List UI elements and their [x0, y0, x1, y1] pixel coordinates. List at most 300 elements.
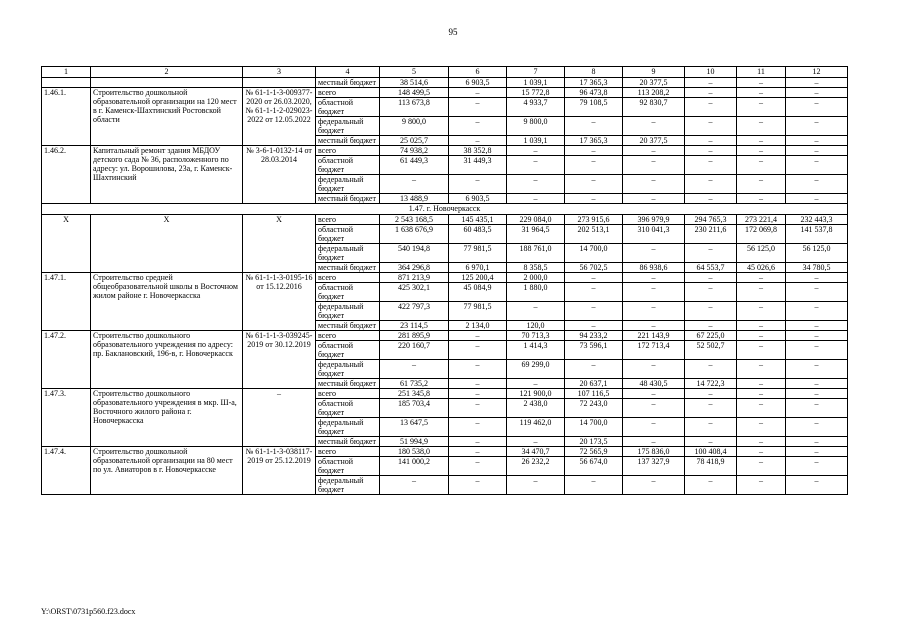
page-number: 95 — [448, 27, 458, 37]
value-cell: 1 039,1 — [507, 136, 565, 146]
value-cell: 13 488,9 — [380, 194, 449, 204]
value-cell: – — [786, 273, 848, 283]
value-cell: 74 938,2 — [380, 146, 449, 156]
value-cell: – — [737, 457, 786, 476]
value-cell: – — [623, 360, 685, 379]
value-cell: – — [623, 302, 685, 321]
value-cell: 871 213,9 — [380, 273, 449, 283]
value-cell: – — [786, 98, 848, 117]
value-cell: 113 208,2 — [623, 88, 685, 98]
value-cell: – — [685, 399, 737, 418]
value-cell: – — [449, 457, 507, 476]
value-cell: 51 994,9 — [380, 437, 449, 447]
value-cell: 229 084,0 — [507, 215, 565, 225]
budget-type-cell: федеральный бюджет — [316, 117, 380, 136]
value-cell: 72 243,0 — [565, 399, 623, 418]
value-cell: – — [623, 194, 685, 204]
value-cell: 125 200,4 — [449, 273, 507, 283]
value-cell: – — [737, 321, 786, 331]
value-cell: – — [449, 331, 507, 341]
value-cell: – — [565, 156, 623, 175]
item-name: Строительство дошкольной образовательной организации на 120 мест в г. Каменск-Шахтинский Ростовской области — [91, 88, 243, 146]
value-cell: 20 377,5 — [623, 136, 685, 146]
value-cell: 119 462,0 — [507, 418, 565, 437]
value-cell: – — [565, 360, 623, 379]
value-cell: – — [449, 379, 507, 389]
value-cell: 56 125,0 — [737, 244, 786, 263]
value-cell: – — [737, 379, 786, 389]
value-cell: 13 647,5 — [380, 418, 449, 437]
header-cell: 3 — [243, 67, 316, 78]
value-cell: – — [737, 146, 786, 156]
value-cell: 148 499,5 — [380, 88, 449, 98]
value-cell: 45 026,6 — [737, 263, 786, 273]
value-cell: 172 713,4 — [623, 341, 685, 360]
value-cell: – — [786, 321, 848, 331]
value-cell: – — [507, 437, 565, 447]
value-cell: – — [737, 117, 786, 136]
value-cell: 1 414,3 — [507, 341, 565, 360]
value-cell: 6 903,5 — [449, 78, 507, 88]
value-cell: – — [507, 302, 565, 321]
value-cell: 2 134,0 — [449, 321, 507, 331]
value-cell: – — [623, 389, 685, 399]
value-cell: 38 514,6 — [380, 78, 449, 88]
item-number: 1.47.2. — [42, 331, 91, 389]
budget-type-cell: всего — [316, 215, 380, 225]
value-cell: 294 765,3 — [685, 215, 737, 225]
table-row — [42, 447, 848, 457]
header-cell: 11 — [737, 67, 786, 78]
value-cell: 96 473,8 — [565, 88, 623, 98]
value-cell: – — [786, 283, 848, 302]
value-cell: – — [685, 78, 737, 88]
value-cell: 15 772,8 — [507, 88, 565, 98]
value-cell: – — [507, 379, 565, 389]
value-cell: 64 553,7 — [685, 263, 737, 273]
item-name: Капитальный ремонт здания МБДОУ детского сада № 36, расположенного по адресу: ул. Ворошилова, 23а, г. Каменск-Шахтинский — [91, 146, 243, 204]
value-cell: – — [685, 156, 737, 175]
value-cell: 1 039,1 — [507, 78, 565, 88]
value-cell: – — [685, 283, 737, 302]
item-document: – — [243, 389, 316, 447]
value-cell: 38 352,8 — [449, 146, 507, 156]
item-number: 1.47.1. — [42, 273, 91, 331]
value-cell: 31 449,3 — [449, 156, 507, 175]
value-cell: 141 000,2 — [380, 457, 449, 476]
value-cell: – — [737, 283, 786, 302]
value-cell: 232 443,3 — [786, 215, 848, 225]
item-number: 1.46.2. — [42, 146, 91, 204]
item-document: № 61-1-1-3-0195-16 от 15.12.2016 — [243, 273, 316, 331]
value-cell: 145 435,1 — [449, 215, 507, 225]
value-cell: – — [449, 175, 507, 194]
value-cell: – — [786, 78, 848, 88]
value-cell: 230 211,6 — [685, 225, 737, 244]
value-cell: 113 673,8 — [380, 98, 449, 117]
budget-type-cell: местный бюджет — [316, 379, 380, 389]
value-cell: – — [507, 476, 565, 495]
item-name: Строительство дошкольной образовательной организации на 80 мест по ул. Авиаторов в г. Новочеркасске — [91, 447, 243, 495]
value-cell: 172 069,8 — [737, 225, 786, 244]
value-cell: – — [737, 88, 786, 98]
value-cell: 185 703,4 — [380, 399, 449, 418]
budget-type-cell: всего — [316, 146, 380, 156]
value-cell: 425 302,1 — [380, 283, 449, 302]
value-cell: – — [786, 437, 848, 447]
value-cell: – — [786, 88, 848, 98]
value-cell: 52 502,7 — [685, 341, 737, 360]
budget-type-cell: всего — [316, 273, 380, 283]
value-cell: 72 565,9 — [565, 447, 623, 457]
item-name: Строительство дошкольного образовательного учреждения в мкр. Ш-а, Восточного жилого района г. Новочеркасска — [91, 389, 243, 447]
value-cell: 31 964,5 — [507, 225, 565, 244]
value-cell: – — [786, 360, 848, 379]
value-cell: – — [685, 302, 737, 321]
table-row — [42, 331, 848, 341]
value-cell: – — [685, 437, 737, 447]
value-cell: 26 232,2 — [507, 457, 565, 476]
value-cell: 9 800,0 — [507, 117, 565, 136]
value-cell: – — [565, 283, 623, 302]
value-cell: 120,0 — [507, 321, 565, 331]
value-cell: – — [449, 117, 507, 136]
value-cell: – — [565, 476, 623, 495]
value-cell: – — [737, 78, 786, 88]
value-cell: 34 780,5 — [786, 263, 848, 273]
value-cell: – — [685, 321, 737, 331]
value-cell: – — [685, 418, 737, 437]
table-row — [42, 78, 848, 88]
item-document: № 3-6-1-0132-14 от 28.03.2014 — [243, 146, 316, 204]
value-cell: 14 700,0 — [565, 244, 623, 263]
value-cell: 2 000,0 — [507, 273, 565, 283]
budget-type-cell: всего — [316, 331, 380, 341]
header-cell: 6 — [449, 67, 507, 78]
value-cell: 251 345,8 — [380, 389, 449, 399]
header-row — [42, 67, 848, 78]
value-cell: – — [380, 476, 449, 495]
value-cell: 61 449,3 — [380, 156, 449, 175]
table-row — [42, 215, 848, 225]
table-row — [42, 273, 848, 283]
header-cell: 4 — [316, 67, 380, 78]
value-cell: 77 981,5 — [449, 244, 507, 263]
value-cell: 107 116,5 — [565, 389, 623, 399]
value-cell: – — [737, 437, 786, 447]
value-cell: 2 438,0 — [507, 399, 565, 418]
value-cell: – — [786, 194, 848, 204]
value-cell: – — [449, 389, 507, 399]
value-cell: – — [737, 175, 786, 194]
value-cell: 61 735,2 — [380, 379, 449, 389]
value-cell: – — [623, 283, 685, 302]
value-cell: 17 365,3 — [565, 136, 623, 146]
value-cell: – — [737, 136, 786, 146]
value-cell: – — [737, 273, 786, 283]
budget-type-cell: местный бюджет — [316, 263, 380, 273]
value-cell: 221 143,9 — [623, 331, 685, 341]
value-cell: 188 761,0 — [507, 244, 565, 263]
value-cell: 14 722,3 — [685, 379, 737, 389]
value-cell: – — [623, 321, 685, 331]
value-cell: – — [565, 273, 623, 283]
value-cell: – — [685, 146, 737, 156]
value-cell: – — [449, 98, 507, 117]
value-cell: – — [786, 136, 848, 146]
value-cell: – — [449, 136, 507, 146]
budget-type-cell: областной бюджет — [316, 457, 380, 476]
value-cell: – — [623, 437, 685, 447]
item-name: Строительство средней общеобразовательной школы в Восточном жилом районе г. Новочеркасска — [91, 273, 243, 331]
value-cell: – — [685, 88, 737, 98]
budget-type-cell: областной бюджет — [316, 156, 380, 175]
value-cell: 422 797,3 — [380, 302, 449, 321]
value-cell: – — [449, 341, 507, 360]
budget-type-cell: местный бюджет — [316, 78, 380, 88]
value-cell: 69 299,0 — [507, 360, 565, 379]
value-cell: – — [737, 418, 786, 437]
value-cell: 60 483,5 — [449, 225, 507, 244]
value-cell: 77 981,5 — [449, 302, 507, 321]
table-row — [42, 146, 848, 156]
value-cell: – — [565, 321, 623, 331]
budget-type-cell: всего — [316, 389, 380, 399]
value-cell: 73 596,1 — [565, 341, 623, 360]
value-cell: – — [623, 244, 685, 263]
budget-table — [41, 66, 848, 495]
section-row — [42, 204, 848, 215]
value-cell: 56 125,0 — [786, 244, 848, 263]
value-cell: 175 836,0 — [623, 447, 685, 457]
value-cell: – — [786, 379, 848, 389]
value-cell: – — [786, 341, 848, 360]
item-number: 1.47.3. — [42, 389, 91, 447]
value-cell: 20 173,5 — [565, 437, 623, 447]
empty-cell — [42, 78, 91, 88]
value-cell: 14 700,0 — [565, 418, 623, 437]
value-cell: 6 970,1 — [449, 263, 507, 273]
value-cell: – — [786, 418, 848, 437]
value-cell: – — [685, 117, 737, 136]
budget-type-cell: местный бюджет — [316, 321, 380, 331]
value-cell: – — [685, 244, 737, 263]
budget-type-cell: местный бюджет — [316, 194, 380, 204]
item-name: Строительство дошкольного образовательного учреждения по адресу: пр. Баклановский, 196-в, г. Новочеркасск — [91, 331, 243, 389]
value-cell: – — [565, 302, 623, 321]
budget-type-cell: областной бюджет — [316, 399, 380, 418]
value-cell: 1 638 676,9 — [380, 225, 449, 244]
value-cell: 92 830,7 — [623, 98, 685, 117]
value-cell: 94 233,2 — [565, 331, 623, 341]
value-cell: 273 915,6 — [565, 215, 623, 225]
budget-type-cell: федеральный бюджет — [316, 476, 380, 495]
item-document: № 61-1-1-3-009377-2020 от 26.03.2020, № 61-1-1-2-029023-2022 от 12.05.2022 — [243, 88, 316, 146]
empty-cell — [91, 78, 243, 88]
value-cell: – — [786, 399, 848, 418]
value-cell: – — [449, 447, 507, 457]
value-cell: – — [449, 476, 507, 495]
value-cell: 396 979,9 — [623, 215, 685, 225]
value-cell: 20 377,5 — [623, 78, 685, 88]
value-cell: – — [786, 389, 848, 399]
value-cell: – — [737, 302, 786, 321]
value-cell: – — [737, 331, 786, 341]
table-row — [42, 88, 848, 98]
value-cell: 17 365,3 — [565, 78, 623, 88]
budget-type-cell: областной бюджет — [316, 225, 380, 244]
budget-type-cell: федеральный бюджет — [316, 302, 380, 321]
value-cell: – — [685, 476, 737, 495]
value-cell: 70 713,3 — [507, 331, 565, 341]
item-number: Х — [42, 215, 91, 273]
value-cell: – — [507, 156, 565, 175]
item-document: № 61-1-1-3-039245-2019 от 30.12.2019 — [243, 331, 316, 389]
header-cell: 1 — [42, 67, 91, 78]
budget-type-cell: всего — [316, 447, 380, 457]
value-cell: – — [449, 418, 507, 437]
value-cell: – — [449, 88, 507, 98]
budget-type-cell: областной бюджет — [316, 283, 380, 302]
header-cell: 12 — [786, 67, 848, 78]
value-cell: 281 895,9 — [380, 331, 449, 341]
value-cell: – — [507, 175, 565, 194]
value-cell: – — [786, 447, 848, 457]
value-cell: – — [786, 476, 848, 495]
value-cell: 180 538,0 — [380, 447, 449, 457]
value-cell: 9 800,0 — [380, 117, 449, 136]
value-cell: – — [685, 389, 737, 399]
value-cell: 121 900,0 — [507, 389, 565, 399]
value-cell: – — [737, 360, 786, 379]
value-cell: 67 225,0 — [685, 331, 737, 341]
footer-path: Y:\ORST\0731p560.f23.docx — [41, 607, 136, 616]
section-title: 1.47. г. Новочеркасск — [42, 204, 848, 215]
value-cell: – — [737, 194, 786, 204]
header-cell: 8 — [565, 67, 623, 78]
budget-type-cell: федеральный бюджет — [316, 360, 380, 379]
item-name: Х — [91, 215, 243, 273]
value-cell: – — [737, 389, 786, 399]
value-cell: – — [737, 447, 786, 457]
value-cell: – — [786, 302, 848, 321]
header-cell: 5 — [380, 67, 449, 78]
value-cell: – — [786, 175, 848, 194]
value-cell: – — [623, 175, 685, 194]
value-cell: 2 543 168,5 — [380, 215, 449, 225]
value-cell: – — [786, 331, 848, 341]
value-cell: – — [623, 399, 685, 418]
header-cell: 7 — [507, 67, 565, 78]
value-cell: – — [623, 273, 685, 283]
budget-type-cell: всего — [316, 88, 380, 98]
value-cell: 364 296,8 — [380, 263, 449, 273]
value-cell: – — [623, 476, 685, 495]
budget-type-cell: федеральный бюджет — [316, 175, 380, 194]
value-cell: – — [786, 117, 848, 136]
value-cell: 202 513,1 — [565, 225, 623, 244]
value-cell: 56 674,0 — [565, 457, 623, 476]
value-cell: 20 637,1 — [565, 379, 623, 389]
value-cell: – — [685, 175, 737, 194]
item-number: 1.46.1. — [42, 88, 91, 146]
value-cell: 137 327,9 — [623, 457, 685, 476]
value-cell: 6 903,5 — [449, 194, 507, 204]
value-cell: 4 933,7 — [507, 98, 565, 117]
value-cell: – — [449, 360, 507, 379]
value-cell: – — [565, 175, 623, 194]
header-cell: 9 — [623, 67, 685, 78]
value-cell: 1 880,0 — [507, 283, 565, 302]
value-cell: – — [685, 273, 737, 283]
value-cell: – — [449, 399, 507, 418]
value-cell: 540 194,8 — [380, 244, 449, 263]
header-cell: 10 — [685, 67, 737, 78]
budget-type-cell: федеральный бюджет — [316, 418, 380, 437]
value-cell: 141 537,8 — [786, 225, 848, 244]
value-cell: 8 358,5 — [507, 263, 565, 273]
value-cell: 48 430,5 — [623, 379, 685, 389]
value-cell: – — [685, 98, 737, 117]
value-cell: – — [737, 341, 786, 360]
value-cell: – — [623, 146, 685, 156]
value-cell: – — [685, 194, 737, 204]
value-cell: 25 025,7 — [380, 136, 449, 146]
budget-type-cell: федеральный бюджет — [316, 244, 380, 263]
value-cell: 34 470,7 — [507, 447, 565, 457]
item-document: Х — [243, 215, 316, 273]
value-cell: 56 702,5 — [565, 263, 623, 273]
value-cell: – — [380, 175, 449, 194]
value-cell: – — [565, 194, 623, 204]
value-cell: 45 084,9 — [449, 283, 507, 302]
value-cell: – — [449, 437, 507, 447]
value-cell: 78 418,9 — [685, 457, 737, 476]
value-cell: 100 408,4 — [685, 447, 737, 457]
value-cell: – — [737, 156, 786, 175]
item-document: № 61-1-1-3-038117-2019 от 25.12.2019 — [243, 447, 316, 495]
item-number: 1.47.4. — [42, 447, 91, 495]
value-cell: – — [623, 418, 685, 437]
budget-type-cell: областной бюджет — [316, 98, 380, 117]
value-cell: – — [623, 156, 685, 175]
value-cell: – — [507, 146, 565, 156]
budget-type-cell: местный бюджет — [316, 437, 380, 447]
value-cell: 23 114,5 — [380, 321, 449, 331]
value-cell: – — [380, 360, 449, 379]
budget-type-cell: местный бюджет — [316, 136, 380, 146]
budget-type-cell: областной бюджет — [316, 341, 380, 360]
value-cell: – — [565, 146, 623, 156]
value-cell: 220 160,7 — [380, 341, 449, 360]
header-cell: 2 — [91, 67, 243, 78]
value-cell: – — [685, 136, 737, 146]
value-cell: – — [565, 117, 623, 136]
value-cell: – — [737, 399, 786, 418]
value-cell: 310 041,3 — [623, 225, 685, 244]
table-row — [42, 389, 848, 399]
value-cell: – — [786, 156, 848, 175]
value-cell: – — [786, 146, 848, 156]
empty-cell — [243, 78, 316, 88]
value-cell: – — [623, 117, 685, 136]
value-cell: – — [737, 98, 786, 117]
value-cell: 79 108,5 — [565, 98, 623, 117]
value-cell: – — [507, 194, 565, 204]
value-cell: – — [685, 360, 737, 379]
value-cell: – — [737, 476, 786, 495]
value-cell: – — [786, 457, 848, 476]
